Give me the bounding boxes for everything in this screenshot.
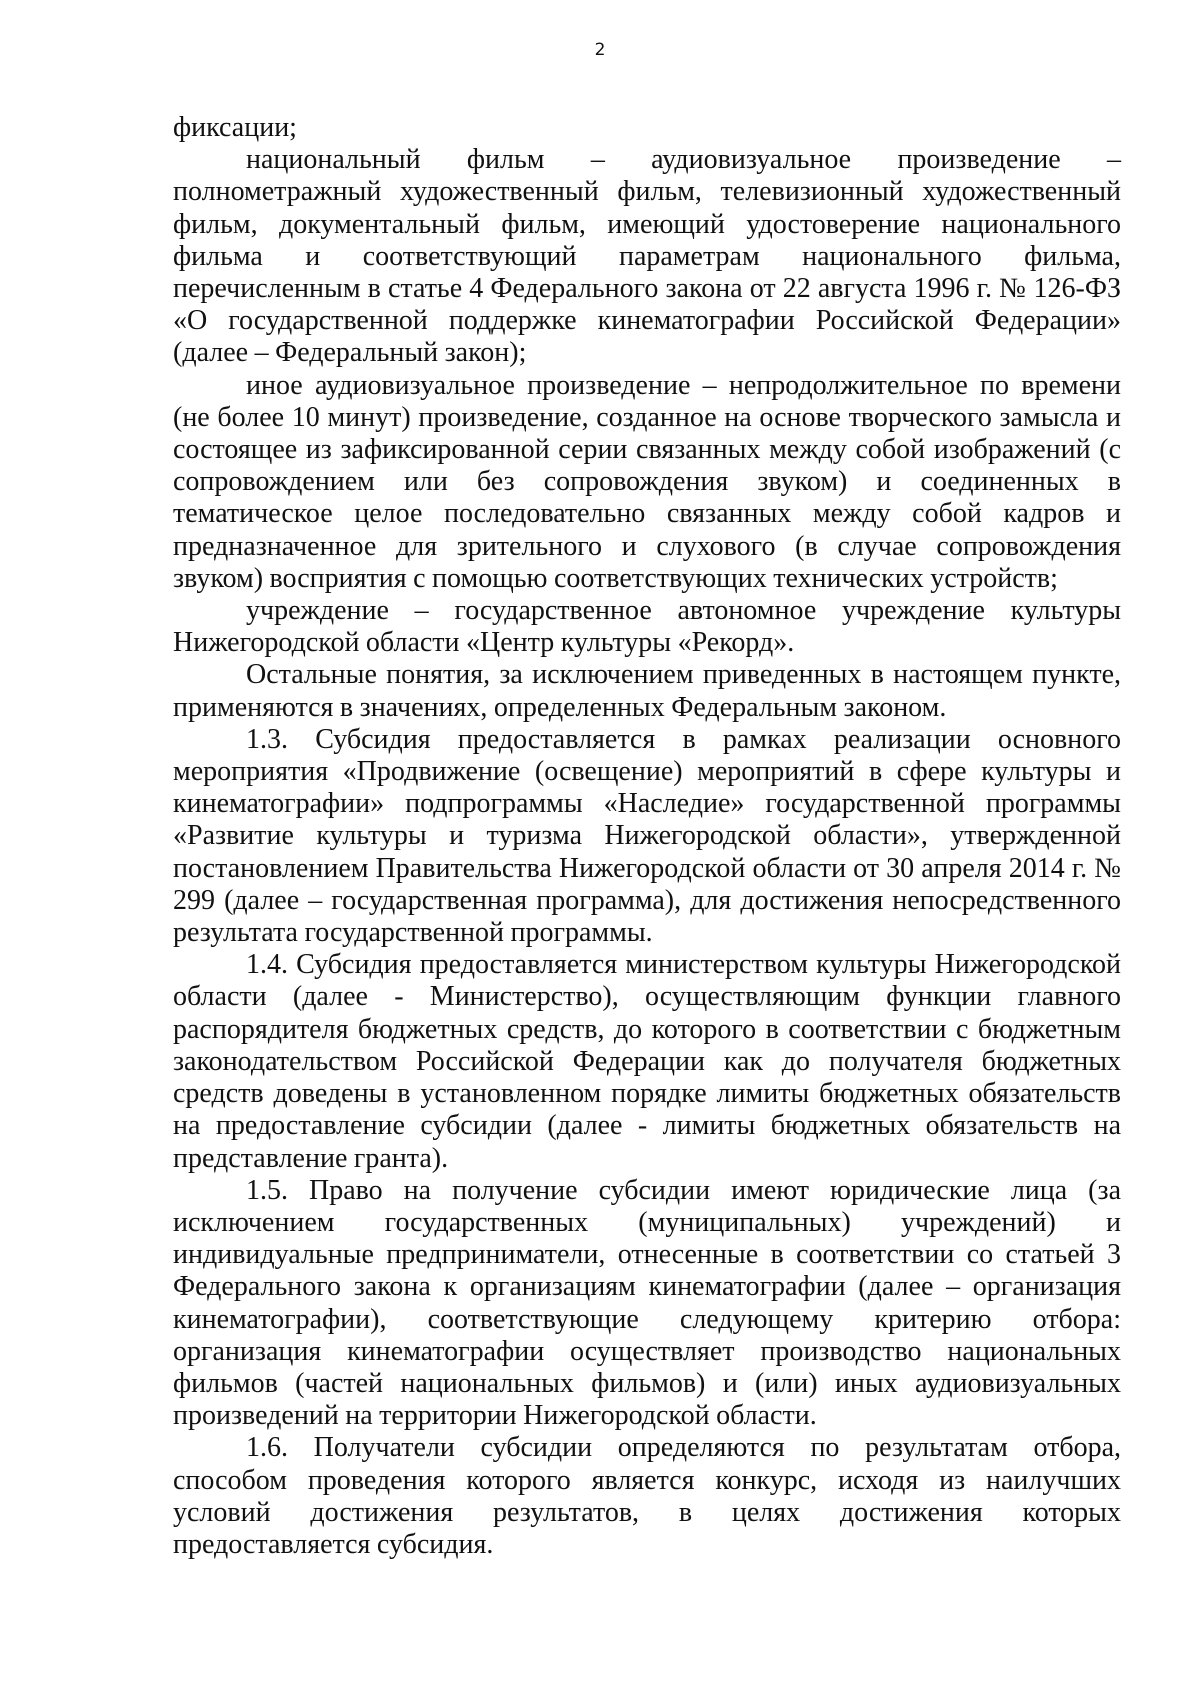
paragraph-fixation-end: фиксации; xyxy=(173,112,297,143)
paragraph-national-film-definition: национальный фильм – аудиовизуальное произведение – полнометражный художественный фильм, телевизионный художественный фильм, документальный фильм, имеющий удостоверение национального фильма и соответствующий параметрам национального фильма, перечисленным в статье 4 Федерального закона от 22 августа 1996 г. № 126-ФЗ «О государственной поддержке кинематографии Российской Федерации» (далее – Федеральный закон); xyxy=(173,144,1121,369)
paragraph-1-3: 1.3. Субсидия предоставляется в рамках реализации основного мероприятия «Продвижение (освещение) мероприятий в сфере культуры и кинематографии» подпрограммы «Наследие» государственной программы «Развитие культуры и туризма Нижегородской области», утвержденной постановлением Правительства Нижегородской области от 30 апреля 2014 г. № 299 (далее – государственная программа), для достижения непосредственного результата государственной программы. xyxy=(173,723,1121,949)
document-body xyxy=(173,112,1121,1561)
paragraph-1-5: 1.5. Право на получение субсидии имеют юридические лица (за исключением государственных (муниципальных) учреждений) и индивидуальные предприниматели, отнесенные в соответствии со статьей 3 Федерального закона к организациям кинематографии (далее – организация кинематографии), соответствующие следующему критерию отбора: организация кинематографии осуществляет производство национальных фильмов (частей национальных фильмов) и (или) иных аудиовизуальных произведений на территории Нижегородской области. xyxy=(173,1174,1121,1432)
page-number: 2 xyxy=(594,40,606,60)
paragraph-other-audiovisual-definition: иное аудиовизуальное произведение – непродолжительное по времени (не более 10 минут) произведение, созданное на основе творческого замысла и состоящее из зафиксированной серии связанных между собой изображений (с сопровождением или без сопровождения звуком) и соединенных в тематическое целое последовательно связанных между собой кадров и предназначенное для зрительного и слухового (в случае сопровождения звуком) восприятия с помощью соответствующих технических устройств; xyxy=(173,369,1121,594)
paragraph-institution-definition: учреждение – государственное автономное учреждение культуры Нижегородской области «Центр культуры «Рекорд». xyxy=(173,595,1121,659)
paragraph-other-terms: Остальные понятия, за исключением приведенных в настоящем пункте, применяются в значениях, определенных Федеральным законом. xyxy=(173,659,1121,723)
paragraph-1-4: 1.4. Субсидия предоставляется министерством культуры Нижегородской области (далее - Министерство), осуществляющим функции главного распорядителя бюджетных средств, до которого в соответствии с бюджетным законодательством Российской Федерации как до получателя бюджетных средств доведены в установленном порядке лимиты бюджетных обязательств на предоставление субсидии (далее - лимиты бюджетных обязательств на представление гранта). xyxy=(173,949,1121,1174)
paragraph-1-6: 1.6. Получатели субсидии определяются по результатам отбора, способом проведения которого является конкурс, исходя из наилучших условий достижения результатов, в целях достижения которых предоставляется субсидия. xyxy=(173,1432,1121,1560)
